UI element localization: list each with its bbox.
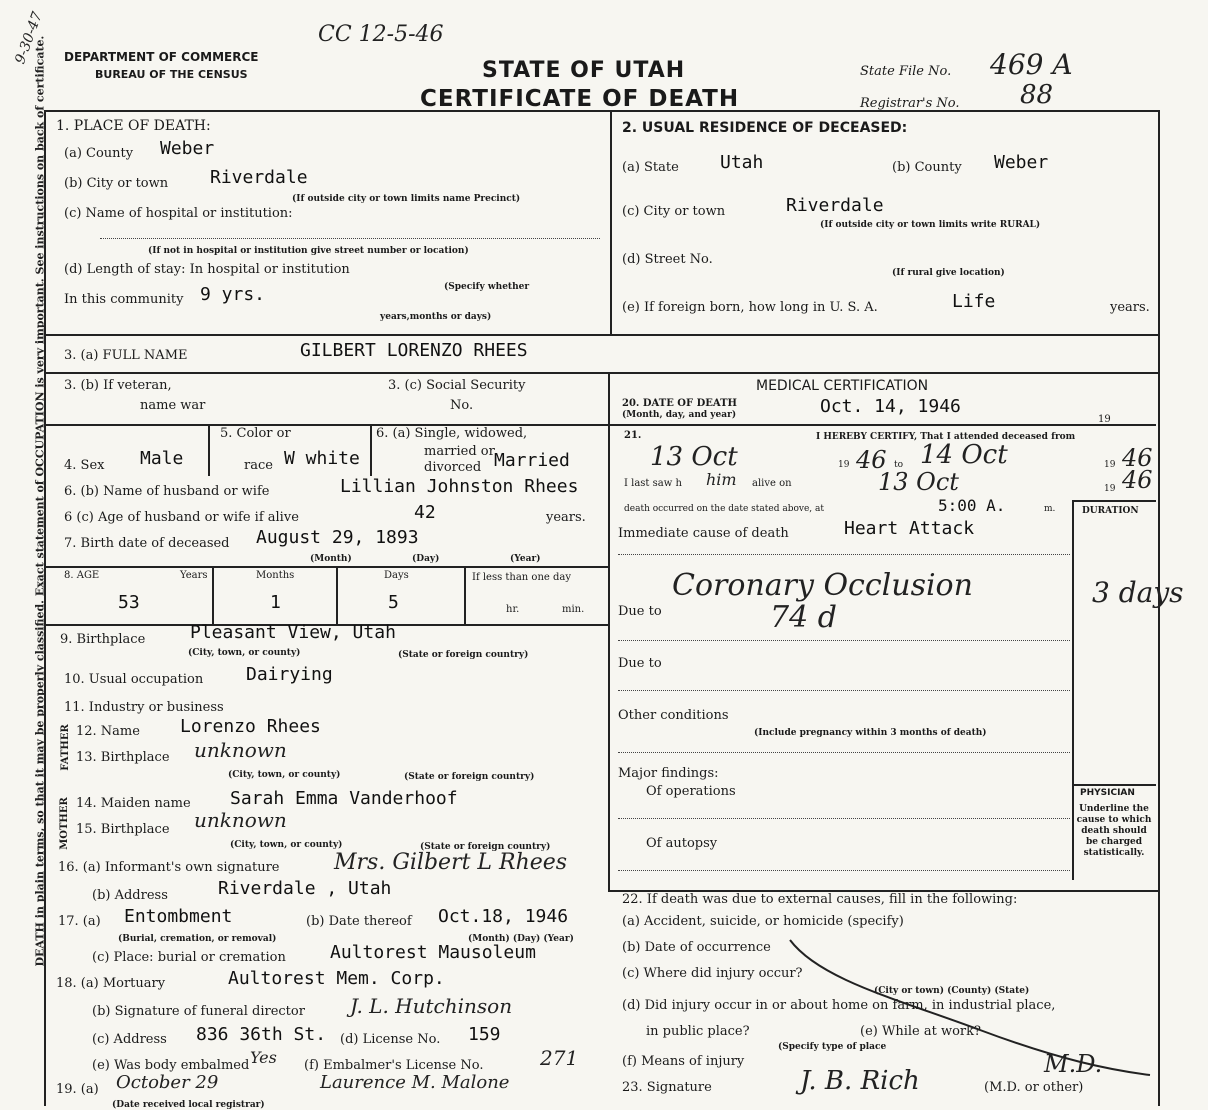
attended-to-label: to — [894, 460, 904, 470]
veteran-label: 3. (b) If veteran, — [64, 378, 172, 393]
father-tag: FATHER — [59, 724, 71, 771]
md-label: (M.D. or other) — [984, 1080, 1084, 1095]
death-date-label: 20. DATE OF DEATH — [622, 398, 737, 409]
specify-note: (Specify whether — [444, 282, 530, 292]
birth-day: (Day) — [412, 554, 440, 564]
bureau-label: BUREAU OF THE CENSUS — [95, 68, 248, 81]
less-day: If less than one day — [472, 572, 571, 583]
marital-label3: divorced — [424, 460, 482, 475]
age-hr: hr. — [506, 604, 520, 615]
mother-city-note: (City, town, or county) — [230, 840, 343, 850]
father-bp-value: unknown — [194, 738, 287, 762]
cause2-duration: 3 days — [1092, 576, 1184, 609]
physician-sig: J. B. Rich — [800, 1066, 920, 1096]
res-foreign-value: Life — [952, 291, 996, 312]
mother-bp-value: unknown — [194, 808, 287, 832]
attended-to-19: 19 — [1104, 460, 1116, 470]
age-months: 1 — [270, 592, 281, 613]
ss-label: 3. (c) Social Security — [388, 378, 526, 393]
occupation-label: 10. Usual occupation — [64, 672, 204, 687]
corner-note: 9-30-47 — [12, 9, 46, 67]
birthplace-label: 9. Birthplace — [60, 632, 146, 647]
burial-type-label: 17. (a) — [58, 914, 101, 929]
major-label: Major findings: — [618, 766, 719, 781]
physician-label: PHYSICIAN — [1080, 788, 1135, 798]
res-county-label: (b) County — [892, 160, 962, 175]
father-city-note: (City, town, or county) — [228, 770, 341, 780]
received-label: 19. (a) — [56, 1082, 99, 1097]
received-note: (Date received local registrar) — [112, 1100, 265, 1110]
veteran-label2: name war — [140, 398, 206, 413]
informant-sig: Mrs. Gilbert L Rhees — [334, 850, 568, 875]
certificate-title: CERTIFICATE OF DEATH — [420, 86, 740, 112]
res-city-note: (If outside city or town limits write RURAL) — [820, 220, 1041, 230]
other-note: (Include pregnancy within 3 months of death) — [754, 728, 987, 738]
burial-type-note: (Burial, cremation, or removal) — [118, 934, 277, 944]
certify-no: 21. — [624, 430, 642, 441]
marital-label: 6. (a) Single, widowed, — [376, 426, 528, 441]
mother-tag: MOTHER — [58, 797, 70, 850]
mortuary-label: 18. (a) Mortuary — [56, 976, 166, 991]
age-days: 5 — [388, 592, 399, 613]
marital-label2: married or — [424, 444, 495, 459]
due-to-label: Due to — [618, 604, 662, 619]
md-hand: M.D. — [1044, 1050, 1103, 1078]
res-state-label: (a) State — [622, 160, 679, 175]
age-label: 8. AGE — [64, 570, 100, 581]
occurred-label: death occurred on the date stated above, at — [624, 504, 825, 514]
ss-label2: No. — [450, 398, 474, 413]
director-sig: J. L. Hutchinson — [350, 994, 513, 1018]
death-time-suffix: m. — [1044, 504, 1056, 514]
operations-label: Of operations — [646, 784, 736, 799]
received-value: October 29 — [116, 1072, 219, 1093]
age-months-head: Months — [256, 570, 295, 581]
alive-on-label: alive on — [752, 478, 792, 489]
county-label: (a) County — [64, 146, 134, 161]
underline-note: Underline the cause to which death should be charged statistically. — [1076, 804, 1152, 858]
mother-name-label: 14. Maiden name — [76, 796, 191, 811]
signature-label: 23. Signature — [622, 1080, 712, 1095]
color-label: 5. Color or — [220, 426, 291, 441]
license-value: 159 — [468, 1024, 501, 1045]
autopsy-label: Of autopsy — [646, 836, 718, 851]
death-date-note: (Month, day, and year) — [622, 410, 737, 420]
hospital-note: (If not in hospital or institution give street number or location) — [148, 246, 469, 256]
spouse-label: 6. (b) Name of husband or wife — [64, 484, 270, 499]
attended-from: 13 Oct — [650, 442, 738, 472]
mort-addr-label: (c) Address — [92, 1032, 167, 1047]
res-county-value: Weber — [994, 152, 1049, 173]
age-min: min. — [562, 604, 585, 615]
other-label: Other conditions — [618, 708, 729, 723]
birth-year: (Year) — [510, 554, 541, 564]
place-note: (Specify type of place — [778, 1042, 887, 1052]
state-file-value: 469 A — [990, 48, 1073, 81]
medical-heading: MEDICAL CERTIFICATION — [756, 378, 929, 394]
external-heading: 22. If death was due to external causes, fill in the following: — [622, 892, 1018, 907]
embalmed-label: (e) Was body embalmed — [92, 1058, 250, 1073]
residence-heading: 2. USUAL RESIDENCE OF DECEASED: — [622, 120, 908, 136]
alive-date: 13 Oct — [878, 468, 959, 496]
hospital-label: (c) Name of hospital or institution: — [64, 206, 293, 221]
sex-value: Male — [140, 448, 184, 469]
res-foreign-label: (e) If foreign born, how long in U. S. A. — [622, 300, 878, 315]
spouse-years: years. — [546, 510, 586, 525]
city-label: (b) City or town — [64, 176, 169, 191]
home-label: (d) Did injury occur in or about home on farm, in industrial place, — [622, 998, 1056, 1013]
city-note: (If outside city or town limits name Precinct) — [292, 194, 521, 204]
certify-text: I HEREBY CERTIFY, That I attended deceased from — [816, 432, 1076, 442]
side-instructions: DEATH in plain terms, so that it may be properly classified. Exact statement of OCCUPATION is very important. See instructions on back of certificate. — [33, 35, 47, 967]
last-saw-him: him — [706, 470, 737, 489]
burial-type: Entombment — [124, 906, 233, 927]
state-title: STATE OF UTAH — [482, 58, 686, 83]
full-name-label: 3. (a) FULL NAME — [64, 348, 188, 363]
specify-note2: years,months or days) — [380, 312, 492, 322]
dept-label: DEPARTMENT OF COMMERCE — [64, 50, 259, 64]
sex-label: 4. Sex — [64, 458, 105, 473]
director-label: (b) Signature of funeral director — [92, 1004, 305, 1019]
burial-date: Oct.18, 1946 — [438, 906, 569, 927]
stay-label: (d) Length of stay: In hospital or institution — [64, 262, 350, 277]
birth-month: (Month) — [310, 554, 352, 564]
cause2-value: Coronary Occlusion — [672, 568, 973, 603]
community-label: In this community — [64, 292, 184, 307]
where-label: (c) Where did injury occur? — [622, 966, 803, 981]
father-state-note: (State or foreign country) — [404, 772, 535, 782]
mort-addr: 836 36th St. — [196, 1024, 327, 1045]
informant-addr: Riverdale , Utah — [218, 878, 392, 899]
spouse-age-value: 42 — [414, 502, 436, 523]
industry-label: 11. Industry or business — [64, 700, 224, 715]
res-street-label: (d) Street No. — [622, 252, 713, 267]
license-label: (d) License No. — [340, 1032, 441, 1047]
spouse-age-label: 6 (c) Age of husband or wife if alive — [64, 510, 299, 525]
duration-label: DURATION — [1082, 506, 1139, 516]
spouse-value: Lillian Johnston Rhees — [340, 476, 579, 497]
occupation-value: Dairying — [246, 664, 333, 685]
public-label: in public place? — [646, 1024, 750, 1039]
father-name-value: Lorenzo Rhees — [180, 716, 321, 737]
age-days-head: Days — [384, 570, 409, 581]
marital-value: Married — [494, 450, 570, 471]
res-street-note: (If rural give location) — [892, 268, 1005, 278]
registrar-value: 88 — [1020, 80, 1054, 110]
race-value: W white — [284, 448, 360, 469]
res-city-label: (c) City or town — [622, 204, 726, 219]
embalmer-value: 271 — [540, 1046, 579, 1070]
work-label: (e) While at work? — [860, 1024, 981, 1039]
father-bp-label: 13. Birthplace — [76, 750, 170, 765]
city-value: Riverdale — [210, 167, 308, 188]
burial-date-label: (b) Date thereof — [306, 914, 412, 929]
immediate-label: Immediate cause of death — [618, 526, 789, 541]
burial-place-label: (c) Place: burial or cremation — [92, 950, 286, 965]
registrar-label: Registrar's No. — [860, 96, 960, 111]
where-note: (City or town) (County) (State) — [874, 986, 1030, 996]
death-date-19: 19 — [1098, 414, 1111, 425]
means-label: (f) Means of injury — [622, 1054, 745, 1069]
mother-state-note: (State or foreign country) — [420, 842, 551, 852]
birth-value: August 29, 1893 — [256, 527, 419, 548]
birthplace-value: Pleasant View, Utah — [190, 622, 396, 643]
res-state-value: Utah — [720, 152, 764, 173]
void-stroke-icon — [780, 920, 1160, 1080]
burial-date-note: (Month) (Day) (Year) — [468, 934, 574, 944]
burial-place: Aultorest Mausoleum — [330, 942, 536, 963]
attended-from-yr: 46 — [856, 446, 887, 474]
accident-label: (a) Accident, suicide, or homicide (specify) — [622, 914, 904, 929]
occurrence-label: (b) Date of occurrence — [622, 940, 771, 955]
mother-bp-label: 15. Birthplace — [76, 822, 170, 837]
margin-note: CC 12-5-46 — [318, 22, 444, 47]
death-time: 5:00 A. — [938, 496, 1006, 515]
death-date-value: Oct. 14, 1946 — [820, 396, 961, 417]
attended-to-yr: 46 — [1122, 444, 1153, 472]
registrar-sig: Laurence M. Malone — [320, 1072, 510, 1093]
embalmer-label: (f) Embalmer's License No. — [304, 1058, 484, 1073]
age-years-head: Years — [180, 570, 208, 581]
community-value: 9 yrs. — [200, 284, 266, 305]
birth-label: 7. Birth date of deceased — [64, 536, 230, 551]
due-to2-label: Due to — [618, 656, 662, 671]
bp-state-note: (State or foreign country) — [398, 650, 529, 660]
res-years: years. — [1110, 300, 1150, 315]
full-name-value: GILBERT LORENZO RHEES — [300, 340, 528, 361]
race-label: race — [244, 458, 273, 473]
attended-to: 14 Oct — [920, 440, 1008, 470]
place-heading: 1. PLACE OF DEATH: — [56, 118, 211, 134]
embalmed-value: Yes — [250, 1048, 277, 1067]
age-years: 53 — [118, 592, 140, 613]
res-city-value: Riverdale — [786, 195, 884, 216]
alive-yr: 46 — [1122, 466, 1153, 494]
informant-label: 16. (a) Informant's own signature — [58, 860, 280, 875]
bp-city-note: (City, town, or county) — [188, 648, 301, 658]
alive-19: 19 — [1104, 484, 1116, 494]
immediate-value: Heart Attack — [844, 518, 975, 539]
attended-19: 19 — [838, 460, 850, 470]
state-file-label: State File No. — [860, 64, 952, 79]
mother-name-value: Sarah Emma Vanderhoof — [230, 788, 458, 809]
county-value: Weber — [160, 138, 215, 159]
informant-addr-label: (b) Address — [92, 888, 168, 903]
last-saw-label: I last saw h — [624, 478, 682, 489]
due-to-value: 74 d — [770, 600, 837, 635]
mortuary-value: Aultorest Mem. Corp. — [228, 968, 445, 989]
father-name-label: 12. Name — [76, 724, 140, 739]
